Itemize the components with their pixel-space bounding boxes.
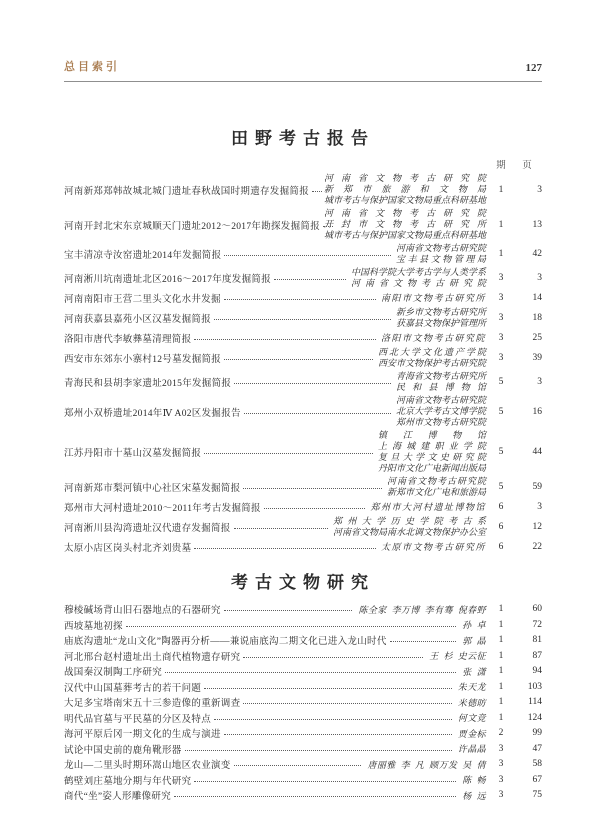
entry-title: 河南淅川县沟湾遗址汉代遗存发掘简报: [64, 524, 231, 534]
entry-institutions: [370, 502, 486, 513]
toc-entry: [64, 680, 542, 694]
institution-line: 河南省文物考古研究院: [395, 395, 486, 405]
entry-title: 商代“坐”姿人形雕像研究: [64, 792, 172, 802]
entry-title: 河南获嘉县嘉苑小区汉墓发掘简报: [64, 315, 212, 325]
institution-line: 上海城建职业学院: [377, 441, 486, 451]
entry-title-cell: [64, 602, 355, 616]
section-title: 考古文物研究: [231, 573, 375, 592]
institution-line: 太原市文物考古研究所: [380, 541, 486, 552]
institution-line: 宝丰县文物管理局: [395, 254, 486, 264]
entry-page-number: 13: [532, 219, 542, 230]
entry-title-cell: [64, 291, 379, 305]
institution-line: 新乡市文物考古研究所: [395, 307, 486, 317]
dotted-leader: [224, 359, 373, 360]
entry-authors: 王 杉 史云征: [429, 651, 486, 661]
dotted-leader: [390, 641, 457, 642]
toc-entry: [64, 476, 542, 498]
toc-entry: [64, 208, 542, 241]
entry-title-cell: [64, 500, 368, 514]
entry-title-cell: [64, 375, 394, 389]
entry-issue-number: 1: [498, 249, 504, 259]
entry-authors: 朱天龙: [457, 682, 486, 692]
page-header: [64, 58, 542, 82]
entry-institutions: [396, 307, 486, 329]
toc-entry: [64, 395, 542, 428]
column-headers: [64, 157, 542, 171]
institution-line: 城市考古与保护国家文物局重点科研基地: [323, 230, 486, 240]
institution-line: 河南省文物考古研究院: [350, 278, 486, 288]
entry-authors: 陈全家 李万博 李有骞 倪春野: [358, 604, 486, 615]
entry-page-number: 94: [532, 666, 542, 676]
entry-title: 试论中国史前的鹿角靴形器: [64, 745, 182, 756]
entry-issue-number: 3: [498, 353, 504, 363]
dotted-leader: [243, 703, 451, 704]
entry-authors: 许晶晶: [457, 744, 486, 754]
entry-issue-number: 3: [498, 293, 504, 303]
dotted-leader: [194, 781, 456, 782]
entry-title: 河南开封北宋东京城顺天门遗址2012～2017年勘探发掘简报: [64, 221, 321, 232]
header-page-number: 127: [525, 62, 542, 74]
entry-issue-number: 3: [498, 333, 504, 343]
institution-line: 郑州大学历史学院考古系: [332, 516, 486, 526]
toc-entry: [64, 371, 542, 393]
dotted-leader: [204, 688, 452, 689]
entry-institutions: [381, 333, 486, 344]
entry-institutions: [333, 516, 486, 538]
toc-entry: [64, 618, 542, 632]
dotted-leader: [264, 508, 366, 509]
entry-title: 明代品官墓与平民墓的分区及特点: [64, 714, 212, 725]
entry-title: 河南淅川坑南遗址北区2016～2017年度发掘简报: [64, 275, 272, 285]
entry-institutions: [324, 208, 486, 241]
dotted-leader: [224, 734, 452, 735]
toc-entry: [64, 649, 542, 663]
entry-title-cell: [64, 742, 455, 756]
toc-entry: [64, 633, 542, 647]
column-header-page: 页: [522, 161, 532, 171]
entry-page-number: 42: [532, 249, 542, 259]
entry-title: 龙山—二里头时期环嵩山地区农业演变: [64, 761, 231, 771]
entry-title-cell: [64, 618, 459, 632]
institution-line: 郑州市大河村遗址博物馆: [370, 501, 486, 512]
entry-page-number: 3: [537, 273, 542, 283]
entry-institutions: [381, 293, 486, 304]
dotted-leader: [224, 255, 391, 256]
toc-entry: [64, 742, 542, 756]
entry-institutions: [351, 267, 486, 289]
dotted-leader: [165, 672, 456, 673]
toc-entry: [64, 664, 542, 678]
entry-title: 郑州市大河村遗址2010～2011年考古发掘简报: [64, 504, 261, 514]
dotted-leader: [323, 226, 333, 227]
entry-issue-number: 1: [498, 219, 504, 230]
institution-line: 河南省文物局南水北调文物保护办公室: [332, 527, 486, 537]
header-section-label: 总目索引: [64, 61, 120, 73]
entry-issue-number: 3: [498, 774, 504, 785]
dotted-leader: [174, 796, 456, 797]
dotted-leader: [244, 413, 391, 414]
dotted-leader: [126, 626, 456, 627]
entry-page-number: 87: [532, 650, 542, 661]
entry-issue-number: 6: [498, 522, 504, 532]
entry-institutions: [387, 476, 486, 498]
entry-title-cell: [64, 445, 376, 459]
column-header-issue: 期: [496, 161, 506, 171]
entry-page-number: 14: [532, 293, 542, 303]
toc-entry: [64, 430, 542, 474]
entry-title: 太原小店区岗头村北齐刘贵墓: [64, 544, 192, 554]
entry-issue-number: 5: [498, 447, 504, 457]
dotted-leader: [234, 765, 362, 766]
entry-institutions: [381, 542, 486, 553]
dotted-leader: [185, 750, 452, 751]
institution-line: 北京大学考古文博学院: [395, 406, 486, 416]
sections-container: [64, 124, 542, 802]
entry-issue-number: 1: [498, 184, 504, 195]
entry-page-number: 3: [537, 502, 542, 512]
entry-page-number: 22: [532, 542, 542, 552]
institution-line: 民和县博物馆: [395, 382, 486, 392]
entry-issue-number: 1: [498, 619, 504, 630]
institution-line: 城市考古与保护国家文物局重点科研基地: [323, 195, 486, 205]
dotted-leader: [274, 279, 346, 280]
entry-title-cell: [64, 247, 394, 261]
toc-entry: [64, 267, 542, 289]
institution-line: 镇江博物馆: [377, 430, 486, 440]
entry-authors: 孙 卓: [462, 620, 486, 630]
entry-title-cell: [64, 695, 455, 709]
entry-title-cell: [64, 331, 379, 345]
entry-institutions: [396, 243, 486, 265]
entry-authors: 郭 晶: [462, 635, 486, 646]
institution-line: 郑州市文物考古研究院: [395, 417, 486, 427]
entry-title-cell: [64, 540, 379, 554]
entry-page-number: 99: [532, 728, 542, 738]
institution-line: 开封市文物考古研究所: [323, 219, 486, 229]
entry-page-number: 16: [532, 406, 542, 417]
entry-title: 穆棱碱场背山旧石器地点的石器研究: [64, 606, 221, 616]
entry-institutions: [378, 430, 486, 474]
entry-title-cell: [64, 183, 322, 197]
entry-title: 青海民和县胡李家遗址2015年发掘简报: [64, 379, 232, 389]
entry-issue-number: 1: [498, 666, 504, 676]
entry-title-cell: [64, 773, 459, 787]
entry-issue-number: 1: [498, 650, 504, 661]
entry-title: 海河平原后冈一期文化的生成与演进: [64, 730, 221, 740]
entry-issue-number: 1: [498, 635, 504, 645]
toc-entry: [64, 331, 542, 345]
entry-issue-number: 1: [498, 604, 504, 614]
entry-issue-number: 3: [498, 313, 504, 323]
dotted-leader: [194, 548, 376, 549]
dotted-leader: [204, 453, 373, 454]
entry-page-number: 12: [532, 522, 542, 532]
entry-title-cell: [64, 520, 331, 534]
dotted-leader: [312, 191, 322, 192]
entry-title-cell: [64, 649, 426, 663]
entry-title-cell: [64, 633, 459, 647]
dotted-leader: [243, 657, 423, 658]
toc-entry: [64, 711, 542, 725]
toc-entry: [64, 602, 542, 616]
entry-title: 河南南阳市王营二里头文化水井发掘: [64, 295, 221, 305]
entry-title: 河北邢台赵村遗址出土商代植物遗存研究: [64, 652, 241, 663]
entry-title-cell: [64, 757, 364, 771]
institution-line: 丹阳市文化广电新闻出版局: [377, 463, 486, 473]
institution-line: 河南省文物考古研究院: [386, 476, 486, 486]
entry-institutions: [396, 395, 486, 428]
institution-line: 河南省文物考古研究院: [395, 243, 486, 253]
entry-issue-number: 5: [498, 482, 504, 492]
entry-page-number: 44: [532, 447, 542, 457]
dotted-leader: [243, 488, 382, 489]
entry-issue-number: 3: [498, 743, 504, 754]
page-content: [64, 58, 542, 804]
entry-issue-number: 3: [498, 759, 504, 769]
entry-page-number: 124: [527, 712, 542, 723]
dotted-leader: [214, 319, 391, 320]
toc-entry: [64, 243, 542, 265]
toc-entry: [64, 347, 542, 369]
institution-line: 获嘉县文物保护管理所: [395, 318, 486, 328]
toc-entry: [64, 173, 542, 206]
entry-issue-number: 1: [498, 681, 504, 692]
entry-title-cell: [64, 480, 385, 494]
section-title: 田野考古报告: [231, 129, 375, 148]
institution-line: 河南省文物考古研究院: [323, 173, 486, 183]
entry-issue-number: 5: [498, 406, 504, 417]
entry-title: 河南新郑郑韩故城北城门遗址春秋战国时期遗存发掘简报: [64, 186, 310, 197]
entry-title: 西安市东郊东小寨村12号墓发掘简报: [64, 355, 222, 365]
section-rows: [64, 602, 542, 802]
entry-title: 战国秦汉制陶工序研究: [64, 668, 163, 678]
toc-entry: [64, 773, 542, 787]
entry-authors: 杨 远: [462, 790, 486, 801]
dotted-leader: [194, 339, 376, 340]
section-rows: [64, 173, 542, 554]
entry-title-cell: [64, 664, 459, 678]
institution-line: 河南省文物考古研究院: [323, 208, 486, 218]
entry-authors: 陈 畅: [462, 775, 486, 785]
toc-entry: [64, 726, 542, 740]
entry-title: 大足多宝塔南宋五十三参造像的重新调查: [64, 699, 241, 709]
dotted-leader: [214, 719, 452, 720]
dotted-leader: [224, 299, 376, 300]
entry-title-cell: [64, 726, 455, 740]
entry-institutions: [324, 173, 486, 206]
entry-authors: 米德昉: [457, 697, 486, 708]
entry-title: 汉代中山国墓葬考古的若干问题: [64, 683, 202, 694]
institution-line: 青海省文物考古研究所: [395, 371, 486, 381]
entry-authors: 张 潇: [462, 666, 486, 677]
toc-entry: [64, 540, 542, 554]
entry-issue-number: 1: [498, 697, 504, 707]
entry-page-number: 39: [532, 353, 542, 363]
entry-title-cell: [64, 788, 459, 802]
entry-title-cell: [64, 271, 349, 285]
entry-issue-number: 2: [498, 728, 504, 738]
entry-page-number: 58: [532, 759, 542, 769]
entry-title: 洛阳市唐代李敏彝墓清理简报: [64, 335, 192, 345]
entry-page-number: 47: [532, 743, 542, 754]
dotted-leader: [224, 610, 353, 611]
toc-entry: [64, 788, 542, 802]
entry-title: 宝丰清凉寺汝窑遗址2014年发掘简报: [64, 251, 222, 261]
toc-entry: [64, 307, 542, 329]
dotted-leader: [234, 528, 328, 529]
entry-title-cell: [64, 680, 455, 694]
entry-page-number: 103: [527, 681, 542, 692]
entry-issue-number: 1: [498, 712, 504, 723]
institution-line: 新郑市文化广电和旅游局: [386, 487, 486, 497]
entry-title: 庙底沟遗址“龙山文化”陶器再分析——兼说庙底沟二期文化已进入龙山时代: [64, 637, 387, 647]
entry-page-number: 114: [528, 697, 542, 707]
entry-title: 鹤壁刘庄墓地分期与年代研究: [64, 776, 192, 787]
entry-issue-number: 6: [498, 502, 504, 512]
toc-entry: [64, 695, 542, 709]
institution-line: 洛阳市文物考古研究院: [380, 332, 486, 343]
institution-line: 新郑市旅游和文物局: [323, 184, 486, 194]
entry-page-number: 67: [532, 774, 542, 785]
entry-title-cell: [64, 711, 455, 725]
entry-page-number: 3: [537, 184, 542, 195]
toc-entry: [64, 500, 542, 514]
entry-title-cell: [64, 218, 322, 232]
entry-authors: 贾金标: [457, 728, 486, 739]
entry-page-number: 72: [532, 619, 542, 630]
entry-title: 郑州小双桥遗址2014年Ⅳ A02区发掘报告: [64, 408, 241, 419]
institution-line: 复旦大学文史研究院: [377, 452, 486, 462]
institution-line: 南阳市文物考古研究所: [380, 292, 486, 303]
toc-entry: [64, 516, 542, 538]
entry-page-number: 60: [532, 604, 542, 614]
entry-authors: 何文竞: [457, 713, 486, 723]
entry-page-number: 25: [532, 333, 542, 343]
entry-title: 江苏丹阳市十墓山汉墓发掘简报: [64, 449, 202, 459]
entry-institutions: [396, 371, 486, 393]
toc-entry: [64, 757, 542, 771]
toc-entry: [64, 291, 542, 305]
entry-page-number: 81: [532, 635, 542, 645]
institution-line: 西安市文物保护考古研究院: [377, 358, 486, 368]
entry-issue-number: 5: [498, 377, 504, 387]
entry-issue-number: 6: [498, 542, 504, 552]
entry-page-number: 75: [532, 790, 542, 800]
entry-title-cell: [64, 351, 376, 365]
entry-page-number: 59: [532, 482, 542, 492]
entry-issue-number: 3: [498, 273, 504, 283]
entry-title: 河南新郑市梨河镇中心社区宋墓发掘简报: [64, 484, 241, 494]
entry-institutions: [378, 347, 486, 369]
institution-line: 西北大学文化遗产学院: [377, 347, 486, 357]
entry-title-cell: [64, 405, 394, 419]
institution-line: 中国科学院大学考古学与人类学系: [350, 267, 486, 277]
entry-title: 西坡墓地初探: [64, 621, 123, 632]
entry-authors: 唐丽雅 李 凡 顾万发 吴 倩: [367, 759, 486, 770]
entry-page-number: 18: [532, 313, 542, 323]
dotted-leader: [234, 383, 391, 384]
entry-issue-number: 3: [498, 790, 504, 800]
entry-title-cell: [64, 311, 394, 325]
entry-page-number: 3: [537, 377, 542, 387]
